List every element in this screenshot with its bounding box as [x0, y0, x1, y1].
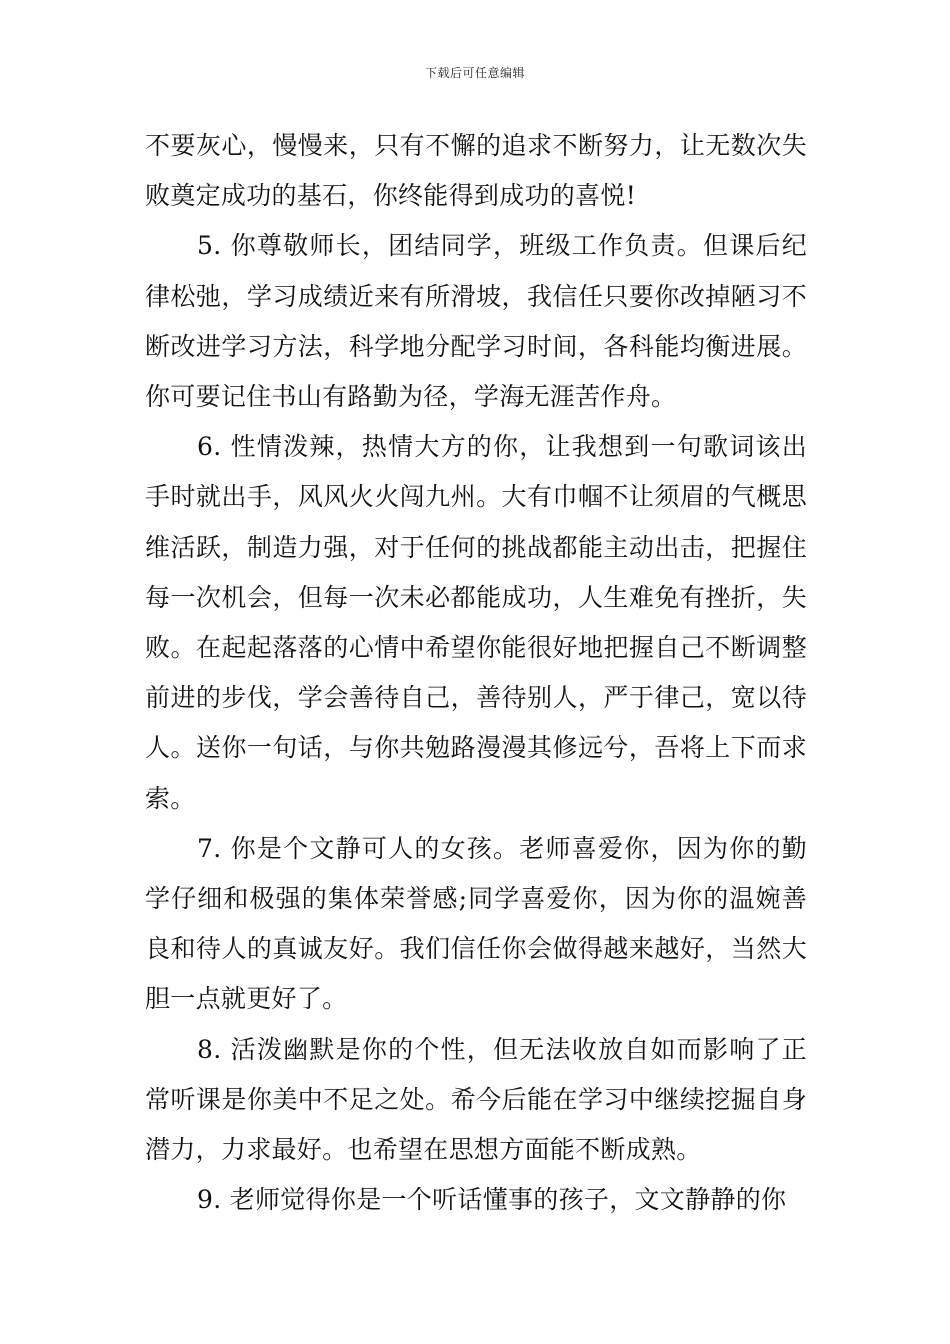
paragraph-item-9: 9. 老师觉得你是一个听话懂事的孩子，文文静静的你	[197, 1185, 787, 1215]
paragraph-continuation: 不要灰心，慢慢来，只有不懈的追求不断努力，让无数次失败奠定成功的基石，你终能得到成功的喜悦!	[145, 131, 807, 211]
paragraph-item-6: 6. 性情泼辣，热情大方的你，让我想到一句歌词该出手时就出手，风风火火闯九州。大有巾帼不让须眉的气概思维活跃，制造力强，对于任何的挑战都能主动出击，把握住每一次机会，但每一次未必都能成功，人生难免有挫折，失败。在起起落落的心情中希望你能很好地把握自己不断调整前进的步伐，学会善待自己，善待别人，严于律己，宽以待人。送你一句话，与你共勉路漫漫其修远兮，吾将上下而求索。	[145, 432, 807, 813]
paragraph-item-7: 7. 你是个文静可人的女孩。老师喜爱你，因为你的勤学仔细和极强的集体荣誉感;同学喜爱你，因为你的温婉善良和待人的真诚友好。我们信任你会做得越来越好，当然大胆一点就更好了。	[145, 833, 807, 1014]
paragraph-item-5: 5. 你尊敬师长，团结同学，班级工作负责。但课后纪律松弛，学习成绩近来有所滑坡，我信任只要你改掉陋习不断改进学习方法，科学地分配学习时间，各科能均衡进展。你可要记住书山有路勤为径，学海无涯苦作舟。	[145, 231, 807, 412]
header-note: 下载后可任意编辑	[424, 66, 525, 80]
paragraph-item-8: 8. 活泼幽默是你的个性，但无法收放自如而影响了正常听课是你美中不足之处。希今后能在学习中继续挖掘自身潜力，力求最好。也希望在思想方面能不断成熟。	[145, 1034, 807, 1165]
document-body	[145, 121, 807, 1225]
